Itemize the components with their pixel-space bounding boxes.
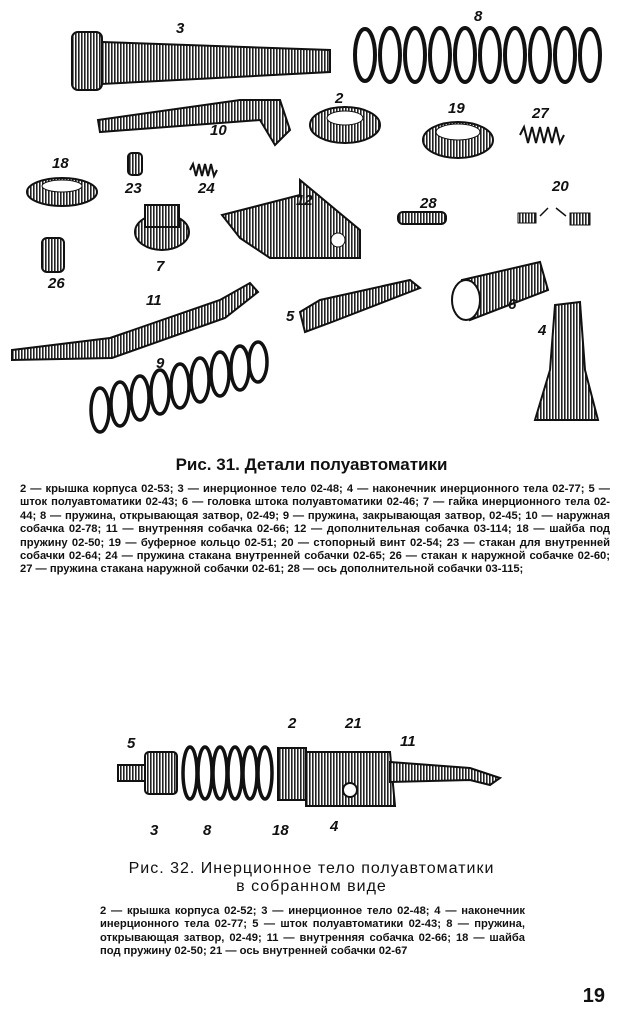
part-8-spring	[355, 28, 600, 82]
figure-32-legend: 2 — крышка корпуса 02-52; 3 — инерционное тело 02-48; 4 — наконечник инерционного тела 02-77; 5 — шток полуавтоматики 02-43; 8 — пружина, открывающая затвор, 02-49; 11 — внутренняя собачка 02-66; 18 — шайба под пружину 02-50; 21 — ось внутренней собачки 02-67	[100, 905, 525, 958]
figure-32-drawing	[118, 747, 500, 806]
label-19: 19	[448, 100, 465, 117]
label-8-fig32: 8	[203, 822, 212, 839]
page-number: 19	[582, 985, 605, 1007]
label-4: 4	[538, 322, 547, 339]
figure-32-title: Рис. 32. Инерционное тело полуавтоматики	[128, 860, 495, 877]
figure-32-title-line2: в собранном виде	[236, 878, 387, 895]
part-23-cup	[128, 153, 142, 175]
label-2-fig32: 2	[288, 715, 297, 732]
label-12: 12	[296, 192, 313, 209]
part-5-rod	[300, 280, 420, 332]
label-20: 20	[552, 178, 569, 195]
part-20-screw	[518, 213, 536, 223]
label-10: 10	[210, 122, 227, 139]
part-4-tip	[535, 302, 598, 420]
label-5: 5	[286, 308, 295, 325]
part-27-spring	[520, 127, 564, 143]
label-6: 6	[508, 296, 517, 313]
figure-31-legend: 2 — крышка корпуса 02-53; 3 — инерционное тело 02-48; 4 — наконечник инерционного тела 02-77; 5 — шток полуавтоматики 02-43; 6 — головка штока полуавтоматики 02-46; 7 — гайка инерционного тела 02-44; 8 — пружина, открывающая затвор, 02-49; 9 — пружина, закрывающая затвор, 02-45; 10 — наружная собачка 02-78; 11 — внутренняя собачка 02-66; 12 — дополнительная собачка 03-114; 18 — шайба под пружину 02-50; 19 — буферное кольцо 02-51; 20 — стопорный винт 02-54; 23 — стакан для внутренней собачки 02-64; 24 — пружина стакана внутренней собачки 02-65; 26 — стакан к наружной собачке 02-60; 27 — пружина стакана наружной собачки 02-61; 28 — ось дополнительной собачки 03-115;	[20, 483, 610, 576]
label-4-fig32: 4	[330, 818, 339, 835]
label-18: 18	[52, 155, 69, 172]
label-9: 9	[156, 355, 165, 372]
part-11-inner-pawl	[12, 283, 258, 360]
part-10-outer-pawl	[98, 100, 290, 145]
label-11: 11	[146, 292, 162, 309]
label-3-fig32: 3	[150, 822, 159, 839]
label-5-fig32: 5	[127, 735, 136, 752]
label-2: 2	[335, 90, 344, 107]
label-8: 8	[474, 8, 483, 25]
label-26: 26	[48, 275, 65, 292]
label-3: 3	[176, 20, 185, 37]
label-11-fig32: 11	[400, 733, 416, 750]
part-3-inertial-body	[72, 32, 330, 90]
part-26-cup	[42, 238, 64, 272]
label-27: 27	[532, 105, 549, 122]
label-24: 24	[198, 180, 215, 197]
label-21-fig32: 21	[345, 715, 362, 732]
label-23: 23	[125, 180, 142, 197]
part-28-axis	[398, 212, 446, 224]
label-28: 28	[420, 195, 437, 212]
figure-31-title: Рис. 31. Детали полуавтоматики	[175, 455, 448, 474]
label-18-fig32: 18	[272, 822, 289, 839]
part-24-spring	[190, 164, 217, 176]
label-7: 7	[156, 258, 165, 275]
